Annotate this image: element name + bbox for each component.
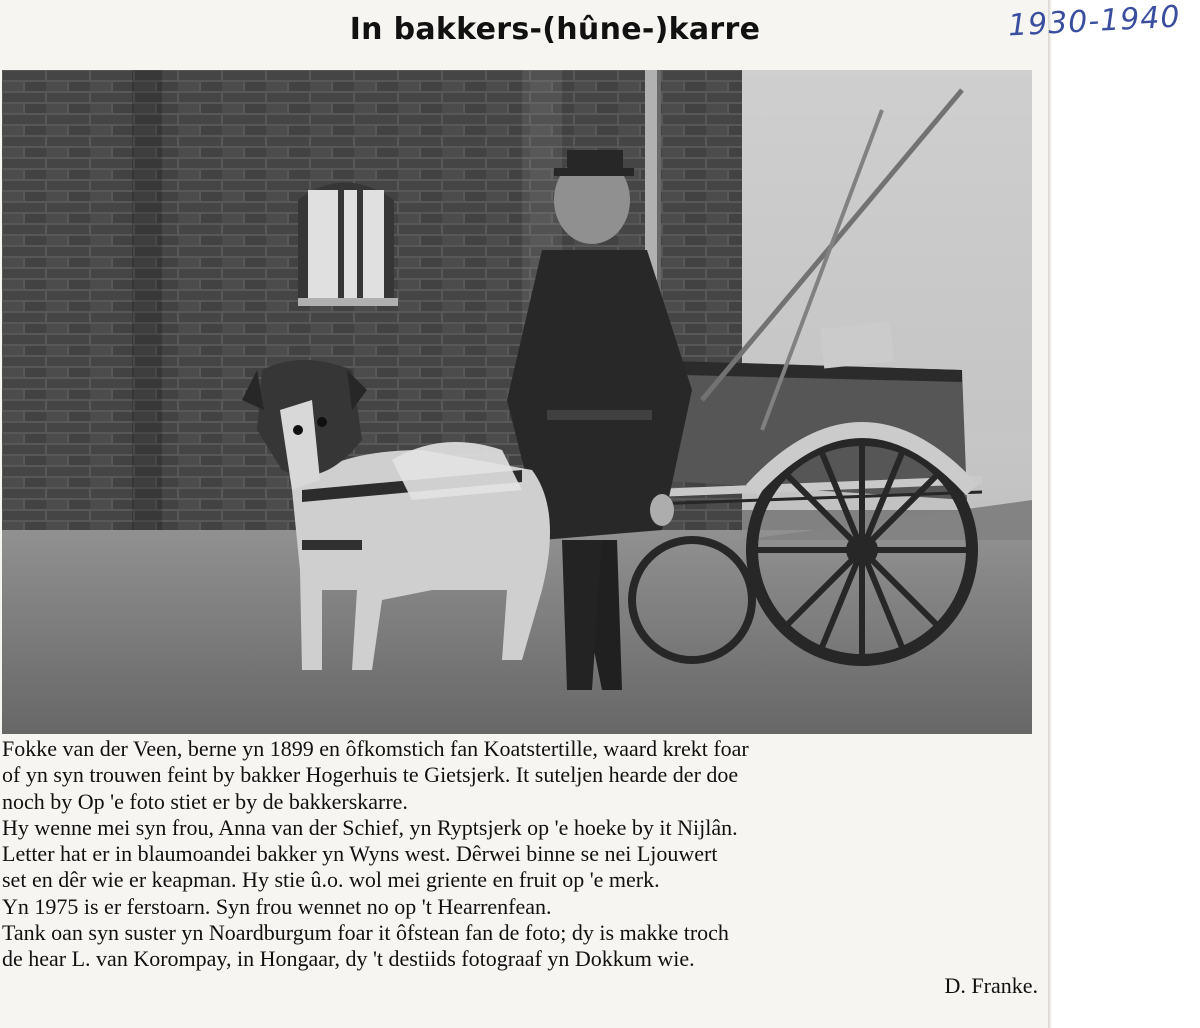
caption-line: Hy wenne mei syn frou, Anna van der Schief, yn Ryptsjerk op 'e hoeke by it Nijlân. [2,814,738,840]
caption-text [2,736,1042,999]
caption-line: of yn syn trouwen feint by bakker Hogerhuis te Gietsjerk. It suteljen hearde der doe [2,762,739,788]
photo-baker-with-dog-cart [2,70,1032,734]
clipping-edge [1048,0,1052,1028]
caption-line: Tank oan syn suster yn Noardburgum foar it ôfstean fan de foto; dy is makke troch [2,920,729,946]
caption-line: set en dêr wie er keapman. Hy stie û.o. wol mei griente en fruit op 'e merk. [2,867,660,893]
caption-line: Letter hat er in blaumoandei bakker yn Wyns west. Dêrwei binne se nei Ljouwert [2,841,718,867]
caption-line: Fokke van der Veen, berne yn 1899 en ôfkomstich fan Koatstertille, waard krekt foar [2,736,749,761]
caption-line: de hear L. van Korompay, in Hongaar, dy 't destiids fotograaf yn Dokkum wie. [2,946,695,972]
caption-line: Yn 1975 is er ferstoarn. Syn frou wennet no op 't Hearrenfean. [2,893,552,919]
photo-illustration [2,70,1032,734]
handwritten-date: 1930-1940 [1007,0,1182,44]
headline: In bakkers-(hûne-)karre [349,12,761,47]
caption-line: noch by Op 'e foto stiet er by de bakkerskarre. [2,788,408,814]
author-signature: D. Franke. [944,972,1038,998]
